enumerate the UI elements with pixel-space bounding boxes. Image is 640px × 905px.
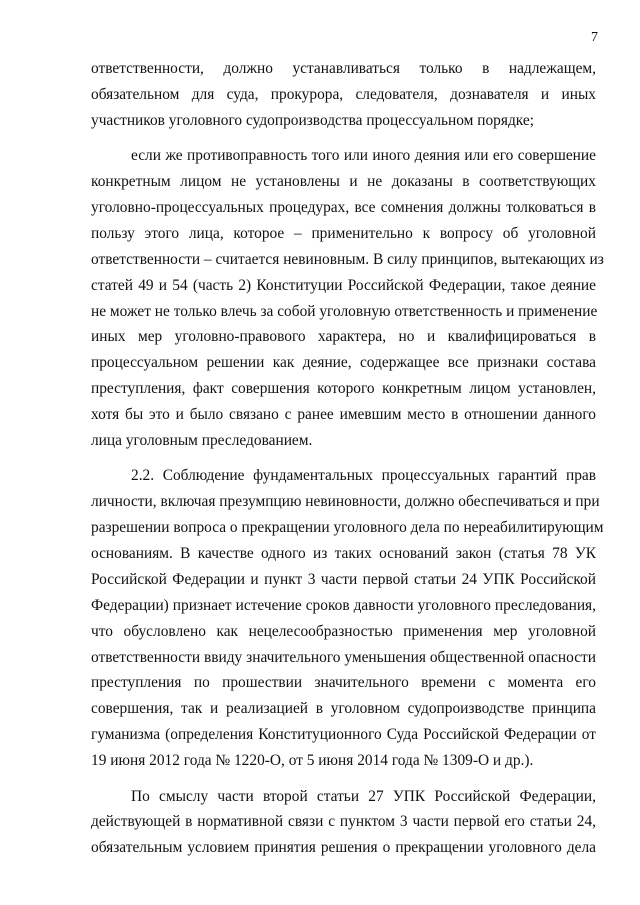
text-line: процессуальном решении как деяние, содержащее все признаки состава <box>91 354 596 372</box>
text-line: иных мер уголовно-правового характера, но и квалифицироваться в <box>91 328 596 346</box>
text-line: 2.2. Соблюдение фундаментальных процессуальных гарантий прав <box>131 467 596 485</box>
text-line: хотя бы это и было связано с ранее имевшим место в отношении данного <box>91 406 596 424</box>
paragraph-3 <box>91 463 604 774</box>
text-line: преступления, факт совершения которого конкретным лицом установлен, <box>91 380 596 398</box>
text-line: По смыслу части второй статьи 27 УПК Российской Федерации, <box>131 787 596 805</box>
text-line: обязательным условием принятия решения о прекращении уголовного дела <box>91 839 596 857</box>
text-line: 19 июня 2012 года № 1220-О, от 5 июня 2014 года № 1309-О и др.). <box>91 752 534 770</box>
text-line: личности, включая презумпцию невиновности, должно обеспечиваться и при <box>91 493 600 511</box>
text-line: Российской Федерации и пункт 3 части первой статьи 24 УПК Российской <box>91 570 596 588</box>
text-line: гуманизма (определения Конституционного Суда Российской Федерации от <box>91 726 596 744</box>
text-line: основаниям. В качестве одного из таких оснований закон (статья 78 УК <box>91 545 596 563</box>
text-line: уголовно-процессуальных процедурах, все сомнения должны толковаться в <box>91 198 596 216</box>
text-line: участников уголовного судопроизводства процессуальном порядке; <box>91 111 534 129</box>
text-line: ответственности, должно устанавливаться только в надлежащем, <box>91 60 596 77</box>
page-number: 7 <box>591 30 598 45</box>
paragraph-4 <box>91 784 596 862</box>
text-line: пользу этого лица, которое – применительно к вопросу об уголовной <box>91 224 596 242</box>
text-line: лица уголовным преследованием. <box>91 431 313 449</box>
text-line: не может не только влечь за собой уголовную ответственность и применение <box>91 302 598 320</box>
text-line: Федерации) признает истечение сроков давности уголовного преследования, <box>91 596 596 614</box>
text-line: ответственности ввиду значительного уменьшения общественной опасности <box>91 648 596 666</box>
text-line: ответственности – считается невиновным. В силу принципов, вытекающих из <box>91 250 604 268</box>
text-line: совершения, так и реализацией в уголовном судопроизводстве принципа <box>91 700 596 718</box>
text-line: что обусловлено как нецелесообразностью применения мер уголовной <box>91 622 596 640</box>
text-line: разрешении вопроса о прекращении уголовного дела по нереабилитирующим <box>91 519 604 537</box>
document-body <box>91 56 604 861</box>
text-line: статей 49 и 54 (часть 2) Конституции Российской Федерации, такое деяние <box>91 276 596 294</box>
text-line: конкретным лицом не установлены и не доказаны в соответствующих <box>91 173 596 191</box>
paragraph-2 <box>91 143 604 454</box>
text-line: если же противоправность того или иного деяния или его совершение <box>131 147 596 165</box>
text-line: преступления по прошествии значительного времени с момента его <box>91 674 596 692</box>
text-line: обязательном для суда, прокурора, следователя, дознавателя и иных <box>91 85 596 103</box>
paragraph-1 <box>91 56 596 134</box>
text-line: действующей в нормативной связи с пунктом 3 части первой его статьи 24, <box>91 813 596 831</box>
